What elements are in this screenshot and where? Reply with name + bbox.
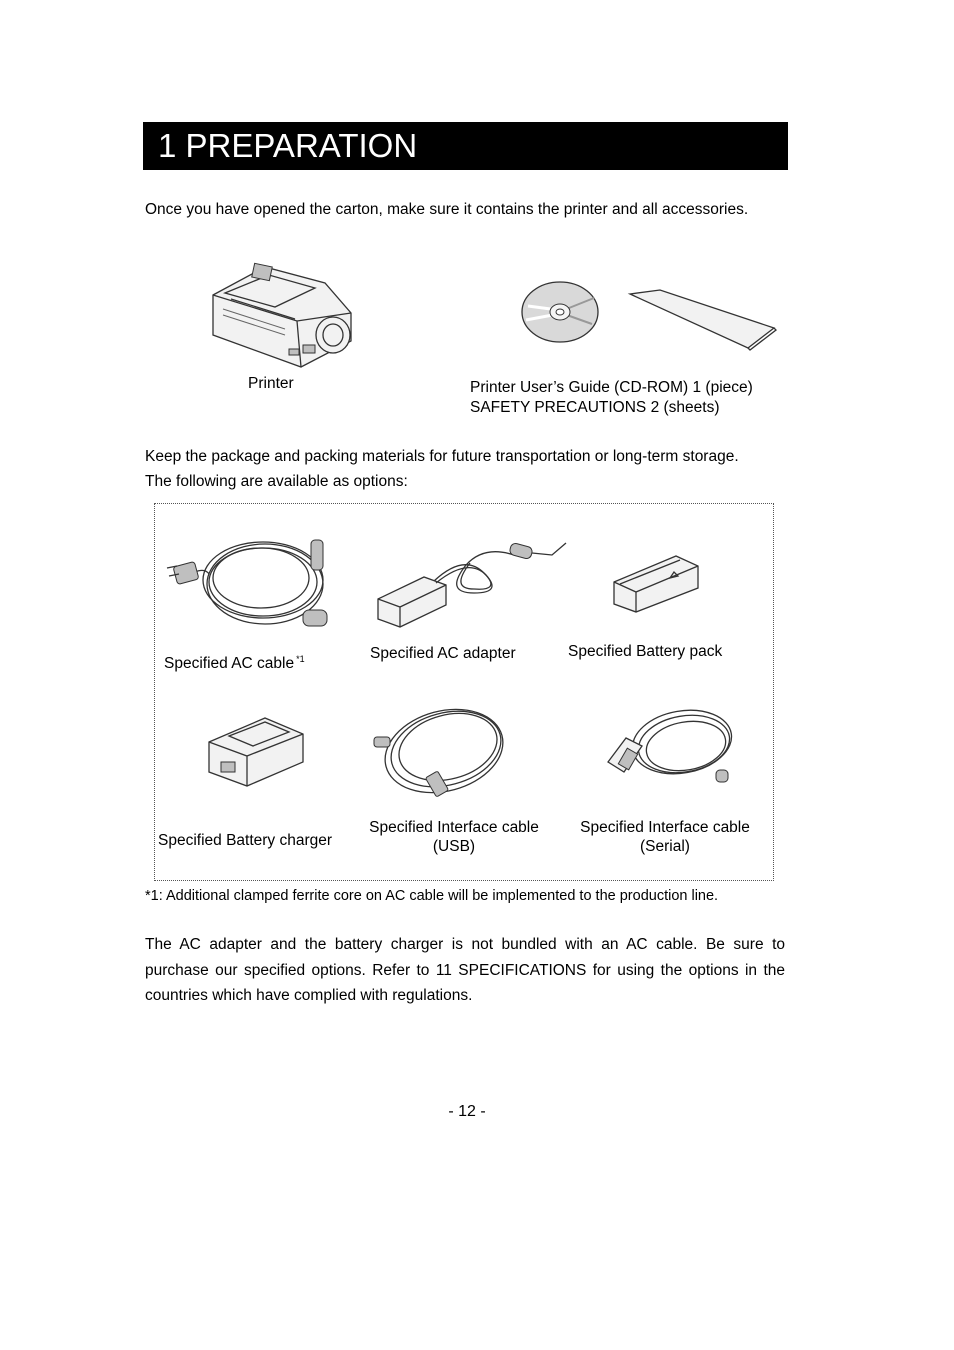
- ac-cable-illustration: [165, 530, 330, 635]
- guide-line-1: Printer User’s Guide (CD-ROM) 1 (piece): [470, 379, 753, 396]
- usb-cable-illustration: [370, 703, 508, 797]
- ac-adapter-label: Specified AC adapter: [370, 645, 516, 662]
- safety-sheet-icon: [626, 288, 776, 350]
- page-title: 1 PREPARATION: [158, 127, 418, 164]
- ac-adapter-illustration: [374, 533, 569, 631]
- cd-rom-icon: [520, 280, 600, 344]
- serial-cable-illustration: [604, 708, 734, 792]
- page-number: - 12 -: [448, 1103, 486, 1120]
- battery-pack-label: Specified Battery pack: [568, 643, 723, 660]
- keep-text: Keep the package and packing materials for future transportation or long-term storage.: [145, 448, 739, 465]
- battery-pack-illustration: [610, 552, 702, 614]
- serial-cable-label-2: (Serial): [640, 838, 690, 855]
- ac-cable-label: Specified AC cable $^{*1}$: [164, 654, 305, 673]
- footnote: *1: Additional clamped ferrite core on AC cable will be implemented to the production line.: [145, 888, 719, 904]
- footnote-ref: *1: [296, 654, 305, 664]
- closing-paragraph: The AC adapter and the battery charger is not bundled with an AC cable. Be sure to purchase our specified options. Refer to 11 SPECIFICATIONS for using the options in the countries which have complied with regulations.: [145, 936, 785, 1004]
- printer-label: Printer: [248, 375, 294, 392]
- usb-cable-label-2: (USB): [432, 838, 476, 855]
- battery-charger-illustration: [205, 712, 307, 788]
- usb-cable-label-1: Specified Interface cable: [369, 819, 539, 836]
- serial-cable-label-1: Specified Interface cable: [580, 819, 750, 836]
- battery-charger-label: Specified Battery charger: [158, 832, 333, 849]
- intro-text: Once you have opened the carton, make sure it contains the printer and all accessories.: [145, 201, 749, 218]
- section-title-bar: [143, 122, 788, 170]
- guide-line-2: SAFETY PRECAUTIONS 2 (sheets): [470, 399, 720, 416]
- printer-illustration: [205, 255, 355, 373]
- options-intro: The following are available as options:: [145, 473, 408, 490]
